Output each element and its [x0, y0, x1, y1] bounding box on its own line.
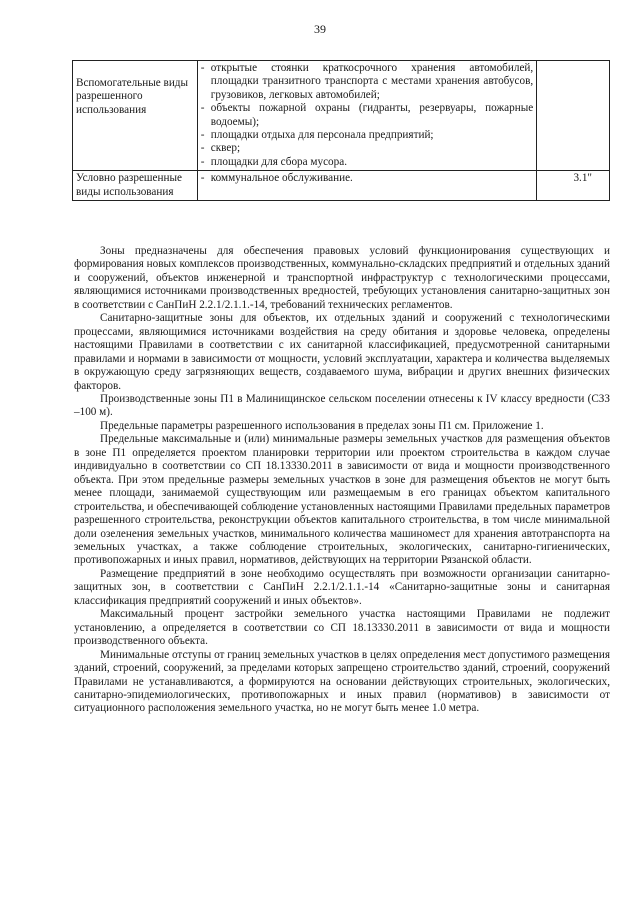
list-dash: - [200, 172, 205, 185]
paragraph-zone-purpose: Зоны предназначены для обеспечения правовых условий функционирования существующих и формирования новых комплексов производственных, коммунально-складских предприятий и отдельных зданий и сооружений, объектов инженерной и транспортной инфраструктур с технологическими процессами, являющимися источниками производственных вредностей, требующих установления санитарно-защитных зон в соответствии с СанПиН 2.2.1/2.1.1.-14, требований технических регламентов. [74, 245, 610, 311]
list-dash: - [200, 142, 205, 155]
use-list-cell [197, 61, 536, 171]
use-category-cell: Вспомогательные виды разрешенного использования [73, 61, 198, 171]
list-dash: - [200, 129, 205, 142]
table-row-conditional-uses [73, 171, 610, 201]
list-item: - открытые стоянки краткосрочного хранения автомобилей, площадки транзитного транспорта с местами хранения автобусов, грузовиков, легковых автомобилей; [200, 62, 534, 101]
list-item: - объекты пожарной охраны (гидранты, резервуары, пожарные водоемы); [200, 102, 534, 128]
list-dash: - [200, 102, 205, 115]
paragraph-parameters-ref: Предельные параметры разрешенного использования в пределах зоны П1 см. Приложение 1. [100, 419, 544, 432]
use-list-cell [197, 171, 536, 201]
use-category-cell: Условно разрешенные виды использования [73, 171, 198, 201]
list-dash: - [200, 62, 205, 74]
paragraph-build-percentage: Максимальный процент застройки земельного участка настоящими Правилами не подлежит установлению, а определяется в соответствии со СП 18.13330.2011 в зависимости от вида и мощности производственного объекта. [74, 608, 610, 648]
list-dash: - [200, 155, 205, 168]
land-use-table [72, 60, 610, 201]
use-code-cell [537, 171, 610, 201]
page-number: 39 [314, 22, 326, 36]
list-item: - площадки для сбора мусора. [200, 155, 347, 168]
use-code: 3.1" [573, 172, 592, 185]
paragraph-enterprise-placement: Размещение предприятий в зоне необходимо осуществлять при возможности организации санитарно-защитных зон, в соответствии с СанПиН 2.2.1/2.1.1.-14 «Санитарно-защитные зоны и санитарная классификация предприятий сооружений и иных объектов». [74, 567, 610, 607]
paragraph-sanitary-zones: Санитарно-защитные зоны для объектов, их отдельных зданий и сооружений с технологическими процессами, являющимися источниками воздействия на среду обитания и здоровье человека, определены настоящими Правилами в соответствии с их санитарной классификацией, предусмотренной санитарными правилами и нормами в зависимости от мощности, условий эксплуатации, характера и количества выделяемых в окружающую среду загрязняющих веществ, создаваемого шума, вибрации и других внешних физических факторов. [74, 312, 610, 392]
table-row-auxiliary-uses [73, 61, 610, 171]
list-item: - площадки отдыха для персонала предприятий; [200, 129, 434, 142]
list-item: - коммунальное обслуживание. [200, 172, 353, 185]
paragraph-plot-sizes: Предельные максимальные и (или) минимальные размеры земельных участков для размещения объектов в зоне П1 определяется проектом планировки территории или проектом строительства в каждом случае индивидуально в соответствии со СП 18.13330.2011 в зависимости от вида и мощности производственного объекта. При этом предельные размеры земельных участков в зоне для размещения объектов не могут быть менее площади, занимаемой существующим или размещаемым в его границах объектом капитального строительства, и обеспечивающей соблюдение установленных настоящими Правилами предельных параметров разрешенного строительства, реконструкции объектов капитального строительства, в том числе минимальной доли озеленения земельных участков, минимального количества машиномест для хранения автотранспорта на земельных участках, а также соблюдение строительных, экологических, санитарно-гигиенических, противопожарных и иных правил, нормативов, действующих на территории Рязанской области. [74, 433, 610, 567]
use-code-cell [537, 61, 610, 171]
body-text [74, 245, 610, 716]
paragraph-setbacks: Минимальные отступы от границ земельных участков в целях определения мест допустимого размещения зданий, строений, сооружений, за пределами которых запрещено строительство зданий, строений, сооружений Правилами не устанавливаются, а формируются на основании действующих строительных, экологических, санитарно-эпидемиологических, противопожарных и иных правил (нормативов) в зависимости от ситуационного расположения земельного участка, но не могут быть менее 1.0 метра. [74, 648, 610, 715]
list-item: - сквер; [200, 142, 241, 155]
paragraph-hazard-class: Производственные зоны П1 в Малинищинское сельском поселении отнесены к IV классу вредности (СЗЗ –100 м). [74, 392, 610, 419]
